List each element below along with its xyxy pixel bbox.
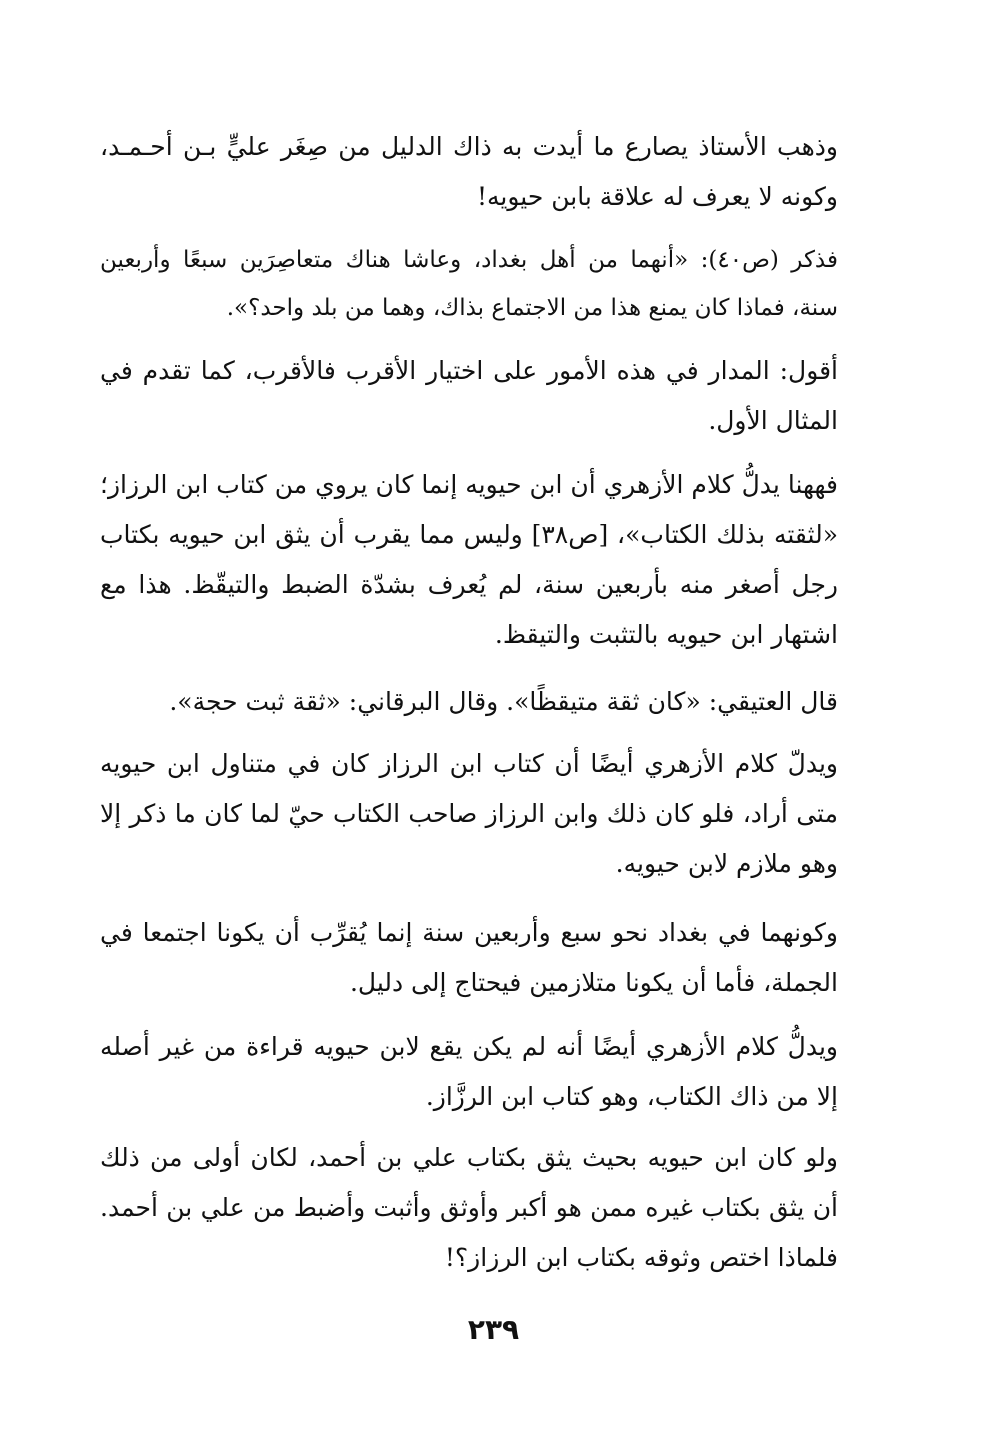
paragraph-8: ويدلُّ كلام الأزهري أيضًا أنه لم يكن يقع لابن حيويه قراءة من غير أصله إلا من ذاك الكتاب، وهو كتاب ابن الرزَّاز. [100,1032,838,1111]
paragraph-1: وذهب الأستاذ يصارع ما أيدت به ذاك الدليل من صِغَر عليٍّ بـن أحـمـد، وكونه لا يعرف له علاقة بابن حيويه! [100,132,838,211]
page-number: ٢٣٩ [467,1313,520,1346]
paragraph-9: ولو كان ابن حيويه بحيث يثق بكتاب علي بن أحمد، لكان أولى من ذلك أن يثق بكتاب غيره ممن هو أكبر وأوثق وأثبت وأضبط من علي بن أحمد. فلماذا اختص وثوقه بكتاب ابن الرزاز؟! [100,1143,838,1272]
paragraph-3: أقول: المدار في هذه الأمور على اختيار الأقرب فالأقرب، كما تقدم في المثال الأول. [100,356,838,435]
paragraph-2: فذكر (ص٤٠): «أنهما من أهل بغداد، وعاشا هناك متعاصِرَين سبعًا وأربعين سنة، فماذا كان يمنع هذا من الاجتماع بذاك، وهما من بلد واحد؟». [100,247,838,321]
paragraph-7: وكونهما في بغداد نحو سبع وأربعين سنة إنما يُقرِّب أن يكونا اجتمعا في الجملة، فأما أن يكونا متلازمين فيحتاج إلى دليل. [100,918,838,997]
paragraph-4: فههنا يدلُّ كلام الأزهري أن ابن حيويه إنما كان يروي من كتاب ابن الرزاز؛ «لثقته بذلك الكتاب»، [ص٣٨] وليس مما يقرب أن يثق ابن حيويه بكتاب رجل أصغر منه بأربعين سنة، لم يُعرف بشدّة الضبط والتيقّظ. هذا مع اشتهار ابن حيويه بالتثبت والتيقظ. [100,470,839,649]
paragraph-6: ويدلّ كلام الأزهري أيضًا أن كتاب ابن الرزاز كان في متناول ابن حيويه متى أراد، فلو كان ذلك وابن الرزاز صاحب الكتاب حيّ لما كان ما ذكر إلا وهو ملازم لابن حيويه. [100,749,838,878]
paragraph-5: قال العتيقي: «كان ثقة متيقظًا». وقال البرقاني: «ثقة ثبت حجة». [169,687,838,716]
